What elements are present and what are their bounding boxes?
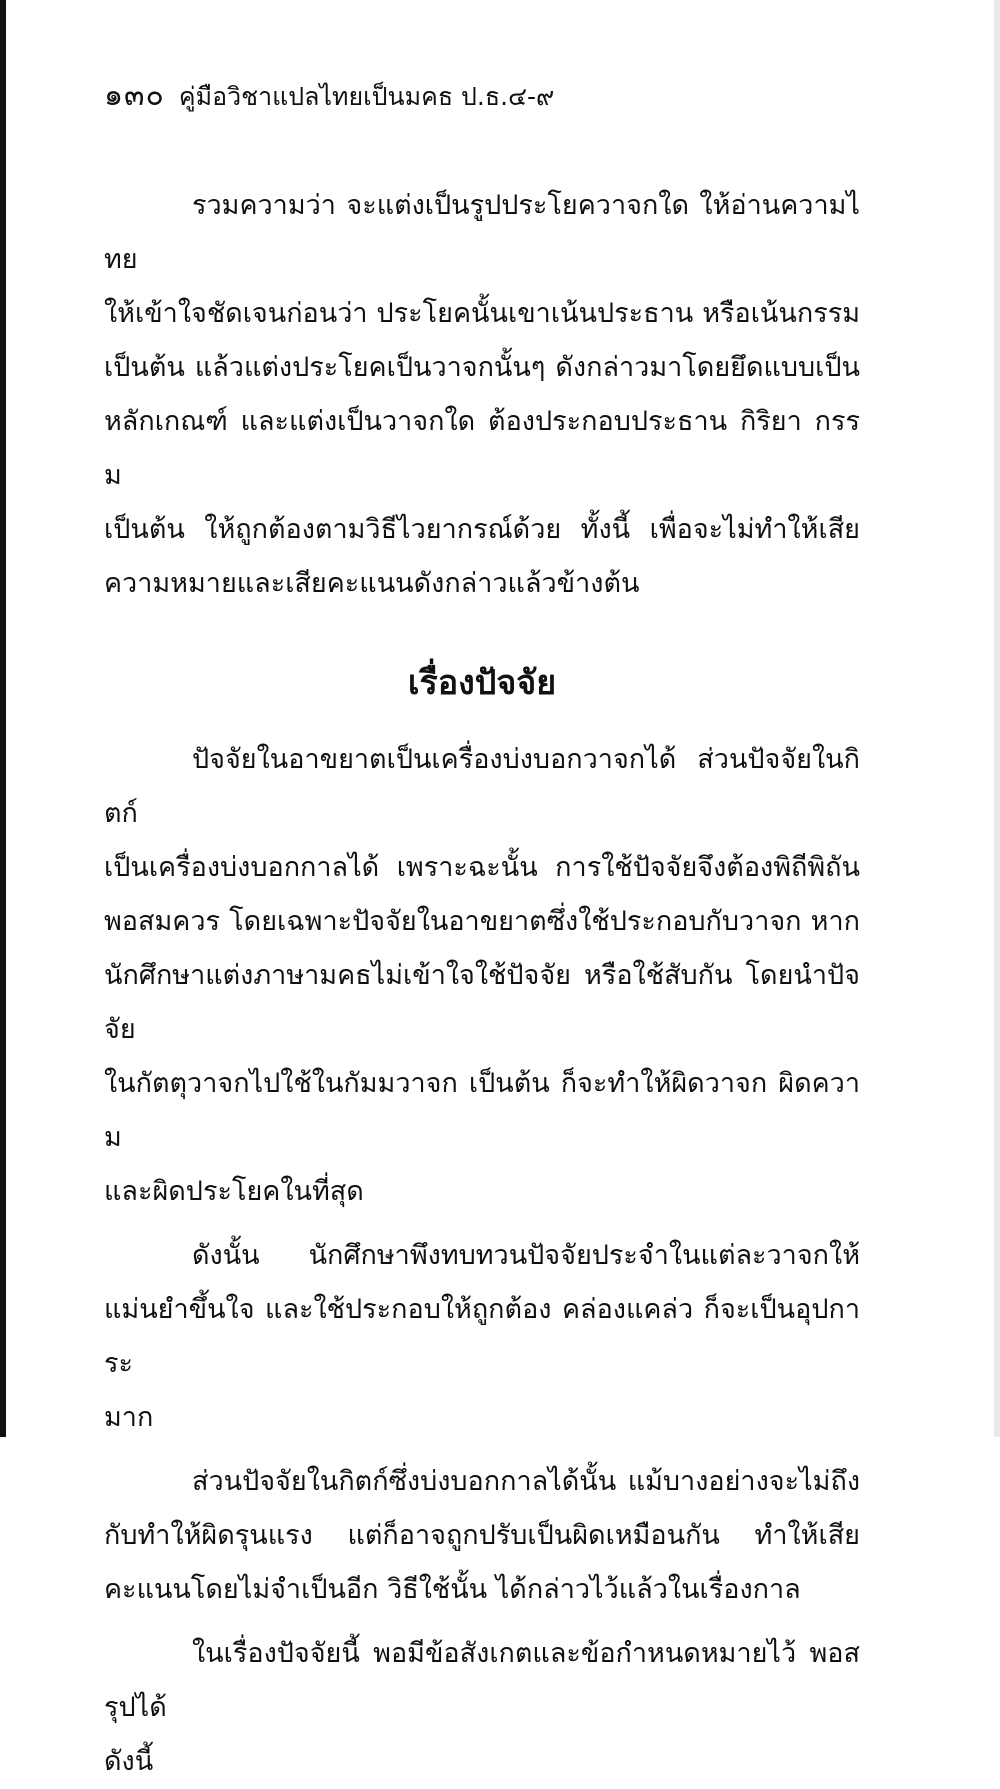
text-line: ปัจจัยในอาขยาตเป็นเครื่องบ่งบอกวาจกได้ ส่วนปัจจัยในกิตก์ — [104, 744, 860, 829]
running-header — [104, 72, 860, 121]
text-line: ในกัตตุวาจกไปใช้ในกัมมวาจก เป็นต้น ก็จะทำให้ผิดวาจก ผิดความ — [104, 1068, 860, 1153]
text-line: ให้เข้าใจชัดเจนก่อนว่า ประโยคนั้นเขาเน้นประธาน หรือเน้นกรรม — [104, 298, 860, 329]
running-title: คู่มือวิชาแปลไทยเป็นมคธ ป.ธ.๔-๙ — [178, 82, 555, 111]
page-edge-right — [994, 0, 1000, 1437]
text-line: ส่วนปัจจัยในกิตก์ซึ่งบ่งบอกกาลได้นั้น แม้บางอย่างจะไม่ถึง — [192, 1466, 860, 1497]
text-line: ความหมายและเสียคะแนนดังกล่าวแล้วข้างต้น — [104, 568, 640, 599]
book-page — [104, 72, 860, 1789]
text-line: เป็นต้น แล้วแต่งประโยคเป็นวาจกนั้นๆ ดังกล่าวมาโดยยึดแบบเป็น — [104, 352, 860, 383]
paragraph-summary-notes — [104, 1627, 860, 1789]
text-line: ดังนี้ — [104, 1746, 154, 1777]
paragraph-tense-suffixes — [104, 1455, 860, 1617]
section-heading: เรื่องปัจจัย — [407, 663, 557, 703]
paragraph-suffixes-intro — [104, 733, 860, 1219]
text-line: แม่นยำขึ้นใจ และใช้ประกอบให้ถูกต้อง คล่องแคล่ว ก็จะเป็นอุปการะ — [104, 1294, 860, 1379]
paragraph-review-suffixes — [104, 1229, 860, 1445]
text-line: เป็นต้น ให้ถูกต้องตามวิธีไวยากรณ์ด้วย ทั้งนี้ เพื่อจะไม่ทำให้เสีย — [104, 514, 860, 545]
text-line: มาก — [104, 1402, 154, 1433]
intro-paragraph — [104, 179, 860, 611]
text-line: พอสมควร โดยเฉพาะปัจจัยในอาขยาตซึ่งใช้ประกอบกับวาจก หาก — [104, 906, 860, 937]
body-text — [104, 179, 860, 1789]
text-line: นักศึกษาแต่งภาษามคธไม่เข้าใจใช้ปัจจัย หรือใช้สับกัน โดยนำปัจจัย — [104, 960, 860, 1045]
text-line: หลักเกณฑ์ และแต่งเป็นวาจกใด ต้องประกอบประธาน กิริยา กรรม — [104, 406, 860, 491]
text-line: เป็นเครื่องบ่งบอกกาลได้ เพราะฉะนั้น การใช้ปัจจัยจึงต้องพิถีพิถัน — [104, 852, 860, 883]
text-line: และผิดประโยคในที่สุด — [104, 1176, 364, 1207]
text-line: คะแนนโดยไม่จำเป็นอีก วิธีใช้นั้น ได้กล่าวไว้แล้วในเรื่องกาล — [104, 1574, 801, 1605]
text-line: รวมความว่า จะแต่งเป็นรูปประโยควาจกใด ให้อ่านความไทย — [104, 190, 860, 275]
text-line: กับทำให้ผิดรุนแรง แต่ก็อาจถูกปรับเป็นผิดเหมือนกัน ทำให้เสีย — [104, 1520, 860, 1551]
page-edge-left — [0, 0, 6, 1437]
text-line: ดังนั้น นักศึกษาพึงทบทวนปัจจัยประจำในแต่ละวาจกให้ — [192, 1240, 860, 1271]
page-number: ๑๓๐ — [104, 78, 165, 113]
text-line: ในเรื่องปัจจัยนี้ พอมีข้อสังเกตและข้อกำหนดหมายไว้ พอสรุปได้ — [104, 1638, 860, 1723]
